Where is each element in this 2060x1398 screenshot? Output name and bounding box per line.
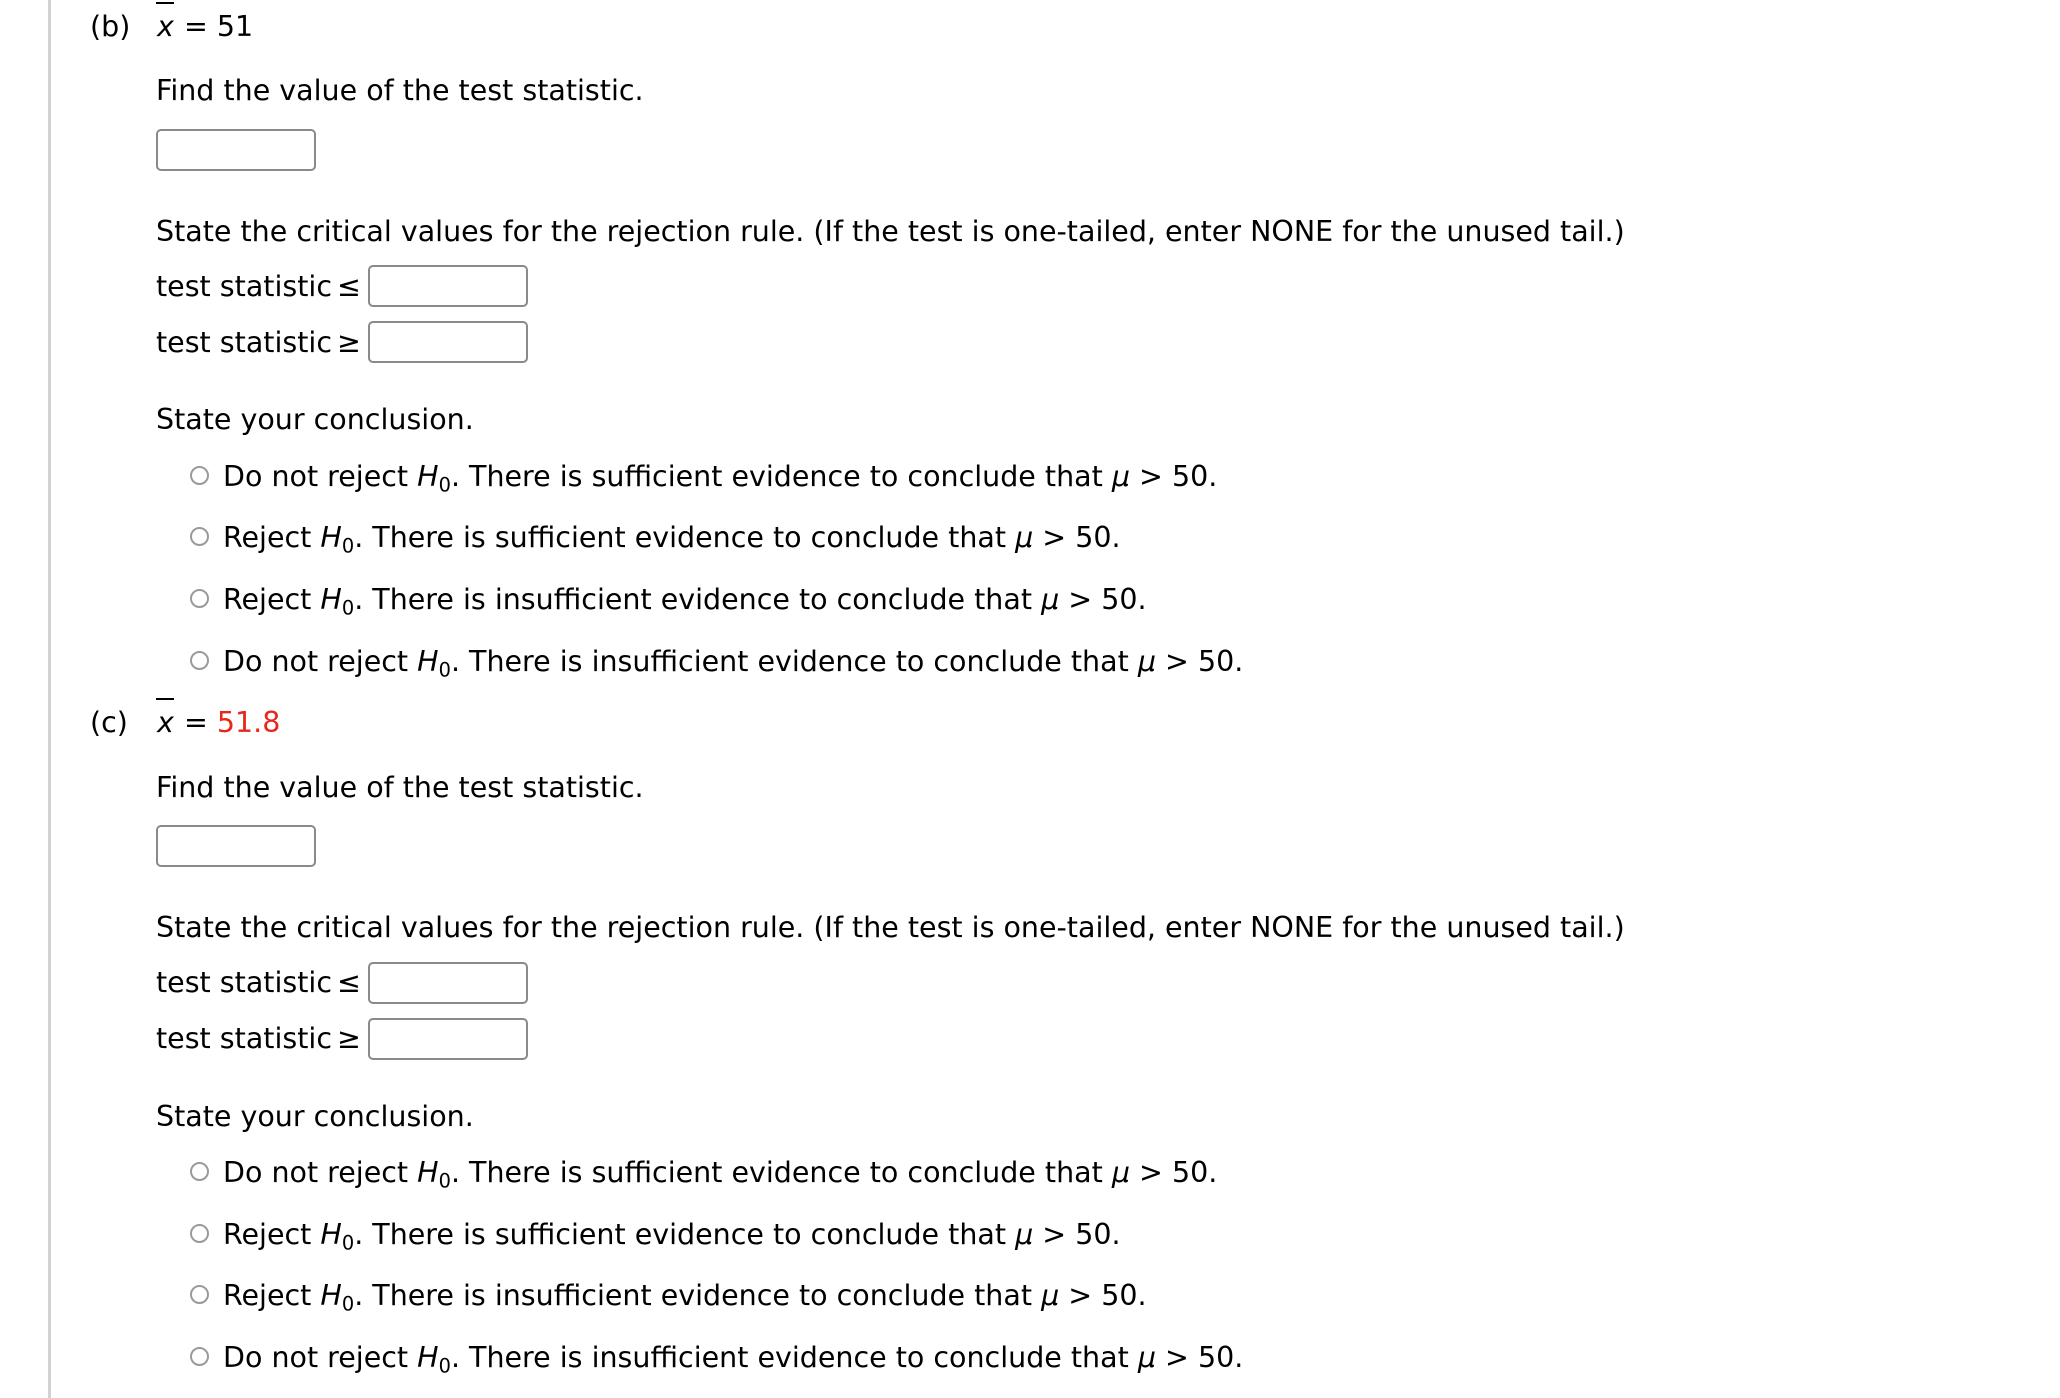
critical-value-upper-input[interactable] <box>368 321 528 363</box>
critical-value-label: test statistic <box>156 966 332 1000</box>
option-comparison: > 50. <box>1155 644 1244 678</box>
null-hypothesis-symbol: H <box>320 1279 342 1313</box>
option-decision: Reject <box>223 1279 312 1313</box>
conclusion-option-label <box>223 1216 1121 1256</box>
null-hypothesis-subscript: 0 <box>341 534 355 558</box>
x-bar-symbol: x <box>156 8 175 46</box>
critical-value-label: test statistic <box>156 325 332 359</box>
critical-value-row <box>156 265 2060 307</box>
option-rest-text: . There is sufficient evidence to conclude that <box>354 1217 1016 1251</box>
null-hypothesis-subscript: 0 <box>438 658 451 682</box>
option-rest-text: . There is sufficient evidence to conclude that <box>354 521 1016 555</box>
x-bar-symbol: x <box>156 704 175 742</box>
option-decision: Do not reject <box>223 644 409 678</box>
part-body <box>0 46 2060 682</box>
mu-symbol: μ <box>1041 583 1060 617</box>
test-statistic-input[interactable] <box>156 129 316 171</box>
greater-than-or-equal-icon: ≥ <box>337 325 361 359</box>
null-hypothesis-symbol: H <box>320 1217 342 1251</box>
critical-value-row <box>156 1018 2060 1060</box>
mu-symbol: μ <box>1041 1279 1060 1313</box>
null-hypothesis-symbol: H <box>320 521 342 555</box>
conclusion-option-label <box>223 1154 1217 1194</box>
less-than-or-equal-icon: ≤ <box>337 966 361 1000</box>
part-body <box>0 743 2060 1379</box>
conclusion-option[interactable] <box>190 519 2060 559</box>
less-than-or-equal-icon: ≤ <box>337 269 361 303</box>
option-comparison: > 50. <box>1059 583 1147 617</box>
conclusion-options <box>156 458 2060 682</box>
conclusion-option[interactable] <box>190 458 2060 498</box>
greater-than-or-equal-icon: ≥ <box>337 1022 361 1056</box>
mu-symbol: μ <box>1015 521 1034 555</box>
option-comparison: > 50. <box>1033 1217 1121 1251</box>
conclusion-option-label <box>223 581 1147 621</box>
option-decision: Do not reject <box>223 1341 409 1375</box>
option-comparison: > 50. <box>1129 459 1218 493</box>
part-header <box>0 704 2060 742</box>
option-comparison: > 50. <box>1059 1279 1147 1313</box>
equals-sign: = <box>183 706 208 740</box>
option-rest-text: . There is insufficient evidence to conclude that <box>450 1341 1138 1375</box>
radio-button-icon[interactable] <box>190 1224 209 1243</box>
null-hypothesis-subscript: 0 <box>438 473 451 497</box>
critical-values-prompt: State the critical values for the rejection rule. (If the test is one-tailed, enter NONE for the unused tail.) <box>156 911 1625 945</box>
test-statistic-input[interactable] <box>156 825 316 867</box>
critical-value-label: test statistic <box>156 269 332 303</box>
mu-symbol: μ <box>1015 1217 1034 1251</box>
part-label: (b) <box>90 10 131 43</box>
conclusion-option[interactable] <box>190 1216 2060 1256</box>
radio-button-icon[interactable] <box>190 466 209 485</box>
mu-symbol: μ <box>1111 1156 1130 1190</box>
option-decision: Do not reject <box>223 459 409 493</box>
option-rest-text: . There is insufficient evidence to conclude that <box>354 583 1042 617</box>
conclusion-option[interactable] <box>190 1277 2060 1317</box>
null-hypothesis-symbol: H <box>417 459 439 493</box>
conclusion-option-label <box>223 1277 1147 1317</box>
critical-value-row <box>156 321 2060 363</box>
test-statistic-prompt: Find the value of the test statistic. <box>156 74 644 108</box>
option-decision: Reject <box>223 583 312 617</box>
option-comparison: > 50. <box>1155 1341 1244 1375</box>
conclusion-options <box>156 1154 2060 1378</box>
option-decision: Do not reject <box>223 1156 409 1190</box>
critical-value-lower-input[interactable] <box>368 265 528 307</box>
radio-button-icon[interactable] <box>190 1285 209 1304</box>
option-decision: Reject <box>223 521 312 555</box>
option-rest-text: . There is sufficient evidence to conclude that <box>450 459 1112 493</box>
option-rest-text: . There is insufficient evidence to conclude that <box>450 644 1138 678</box>
conclusion-option[interactable] <box>190 1339 2060 1379</box>
critical-values-prompt: State the critical values for the rejection rule. (If the test is one-tailed, enter NONE for the unused tail.) <box>156 214 1625 248</box>
null-hypothesis-symbol: H <box>320 583 342 617</box>
sample-mean-equation <box>156 8 253 46</box>
option-comparison: > 50. <box>1129 1156 1218 1190</box>
null-hypothesis-symbol: H <box>417 644 439 678</box>
mu-symbol: μ <box>1111 459 1130 493</box>
mu-symbol: μ <box>1137 644 1156 678</box>
sample-mean-value: 51.8 <box>216 706 281 740</box>
critical-value-upper-input[interactable] <box>368 1018 528 1060</box>
sample-mean-equation <box>156 704 280 742</box>
null-hypothesis-subscript: 0 <box>341 1292 355 1316</box>
null-hypothesis-subscript: 0 <box>438 1354 451 1378</box>
conclusion-option-label <box>223 1339 1243 1379</box>
sample-mean-value: 51 <box>216 10 254 43</box>
conclusion-prompt: State your conclusion. <box>156 1099 474 1133</box>
option-decision: Reject <box>223 1217 312 1251</box>
critical-value-row <box>156 962 2060 1004</box>
conclusion-option-label <box>223 643 1243 683</box>
exercise-part-c <box>0 704 2060 1378</box>
conclusion-option[interactable] <box>190 643 2060 683</box>
mu-symbol: μ <box>1137 1341 1156 1375</box>
option-rest-text: . There is insufficient evidence to conclude that <box>354 1279 1042 1313</box>
critical-value-lower-input[interactable] <box>368 962 528 1004</box>
part-label: (c) <box>90 706 128 740</box>
conclusion-option-label <box>223 519 1121 559</box>
part-header <box>0 8 2060 46</box>
conclusion-option[interactable] <box>190 1154 2060 1194</box>
radio-button-icon[interactable] <box>190 527 209 546</box>
null-hypothesis-subscript: 0 <box>341 596 355 620</box>
null-hypothesis-subscript: 0 <box>438 1169 451 1193</box>
null-hypothesis-symbol: H <box>417 1341 439 1375</box>
null-hypothesis-symbol: H <box>417 1156 439 1190</box>
equals-sign: = <box>183 10 208 43</box>
option-rest-text: . There is sufficient evidence to conclude that <box>450 1156 1112 1190</box>
conclusion-option-label <box>223 458 1217 498</box>
exercise-part-b <box>0 8 2060 682</box>
option-comparison: > 50. <box>1033 521 1121 555</box>
radio-button-icon[interactable] <box>190 651 209 670</box>
radio-button-icon[interactable] <box>190 1162 209 1181</box>
radio-button-icon[interactable] <box>190 1347 209 1366</box>
critical-value-label: test statistic <box>156 1022 332 1056</box>
conclusion-option[interactable] <box>190 581 2060 621</box>
null-hypothesis-subscript: 0 <box>341 1231 355 1255</box>
conclusion-prompt: State your conclusion. <box>156 403 474 437</box>
radio-button-icon[interactable] <box>190 589 209 608</box>
test-statistic-prompt: Find the value of the test statistic. <box>156 770 644 804</box>
